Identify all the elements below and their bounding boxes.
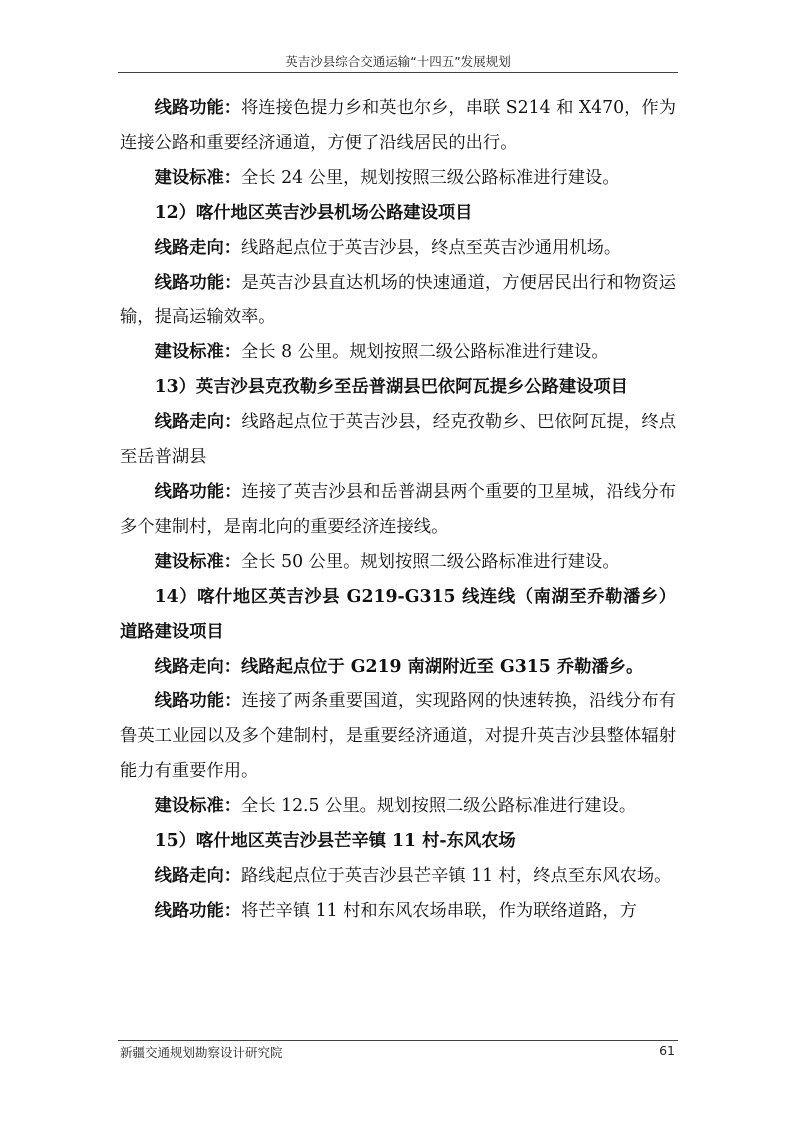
paragraph-standard-12 <box>120 335 676 370</box>
paragraph-function-1 <box>120 91 676 161</box>
paragraph-function-15 <box>120 894 676 929</box>
paragraph-function-14 <box>120 684 676 789</box>
footer-divider <box>118 1040 678 1041</box>
paragraph-label: 线路功能： <box>154 481 242 502</box>
section-heading-13: 13）英吉沙县克孜勒乡至岳普湖县巴依阿瓦提乡公路建设项目 <box>154 377 628 398</box>
paragraph-text: 线路起点位于英吉沙县，经克孜勒乡、巴依阿瓦提，终点至岳普湖县 <box>120 412 676 468</box>
paragraph-text: 连接了两条重要国道，实现路网的快速转换，沿线分布有鲁英工业园以及多个建制村，是重要经济通道，对提升英吉沙县整体辐射能力有重要作用。 <box>120 691 676 782</box>
paragraph-standard-1 <box>120 161 676 196</box>
section-heading-15: 15）喀什地区英吉沙县芒辛镇 11 村-东风农场 <box>154 831 516 852</box>
paragraph-label: 线路功能： <box>154 900 242 921</box>
paragraph-route-15 <box>120 859 676 894</box>
paragraph-label: 线路走向： <box>154 865 242 886</box>
paragraph-text: 是英吉沙县直达机场的快速通道，方便居民出行和物资运输，提高运输效率。 <box>120 272 676 328</box>
paragraph-standard-14 <box>120 789 676 824</box>
section-heading-12: 12）喀什地区英吉沙县机场公路建设项目 <box>154 202 473 223</box>
paragraph-label: 线路功能： <box>154 691 242 712</box>
paragraph-label: 线路功能： <box>154 98 242 118</box>
paragraph-text: 全长 12.5 公里。规划按照二级公路标准进行建设。 <box>241 796 637 817</box>
paragraph-text: 全长 50 公里。规划按照二级公路标准进行建设。 <box>241 551 620 572</box>
paragraph-label: 建设标准： <box>154 551 242 572</box>
section-heading-14: 14）喀什地区英吉沙县 G219-G315 线连线（南湖至乔勒潘乡）道路建设项目 <box>120 586 676 642</box>
footer-organization: 新疆交通规划勘察设计研究院 <box>120 1045 283 1060</box>
paragraph-route-14: 线路走向：线路起点位于 G219 南湖附近至 G315 乔勒潘乡。 <box>154 656 644 677</box>
paragraph-label: 线路走向： <box>154 237 242 258</box>
paragraph-function-13 <box>120 475 676 545</box>
page-number: 61 <box>659 1043 675 1058</box>
paragraph-text: 将连接色提力乡和英也尔乡，串联 S214 和 X470，作为连接公路和重要经济通道，方便了沿线居民的出行。 <box>120 98 676 153</box>
paragraph-label: 建设标准： <box>154 342 242 363</box>
header-divider <box>118 72 678 73</box>
paragraph-function-12 <box>120 266 676 336</box>
paragraph-text: 将芒辛镇 11 村和东风农场串联，作为联络道路，方 <box>241 900 637 921</box>
paragraph-label: 建设标准： <box>154 796 242 817</box>
paragraph-standard-13 <box>120 545 676 580</box>
paragraph-text: 连接了英吉沙县和岳普湖县两个重要的卫星城，沿线分布多个建制村，是南北向的重要经济连接线。 <box>120 481 676 537</box>
running-header: 英吉沙县综合交通运输“十四五”发展规划 <box>285 54 511 69</box>
paragraph-route-12 <box>120 231 676 266</box>
document-body <box>120 91 676 929</box>
paragraph-text: 线路起点位于英吉沙县，终点至英吉沙通用机场。 <box>241 237 622 258</box>
paragraph-text: 全长 8 公里。规划按照二级公路标准进行建设。 <box>241 342 609 363</box>
paragraph-label: 建设标准： <box>154 167 242 188</box>
paragraph-label: 线路功能： <box>154 272 242 293</box>
paragraph-text: 路线起点位于英吉沙县芒辛镇 11 村，终点至东风农场。 <box>241 865 672 886</box>
paragraph-label: 线路走向： <box>154 412 242 433</box>
paragraph-route-13 <box>120 405 676 475</box>
paragraph-text: 全长 24 公里，规划按照三级公路标准进行建设。 <box>241 167 620 188</box>
